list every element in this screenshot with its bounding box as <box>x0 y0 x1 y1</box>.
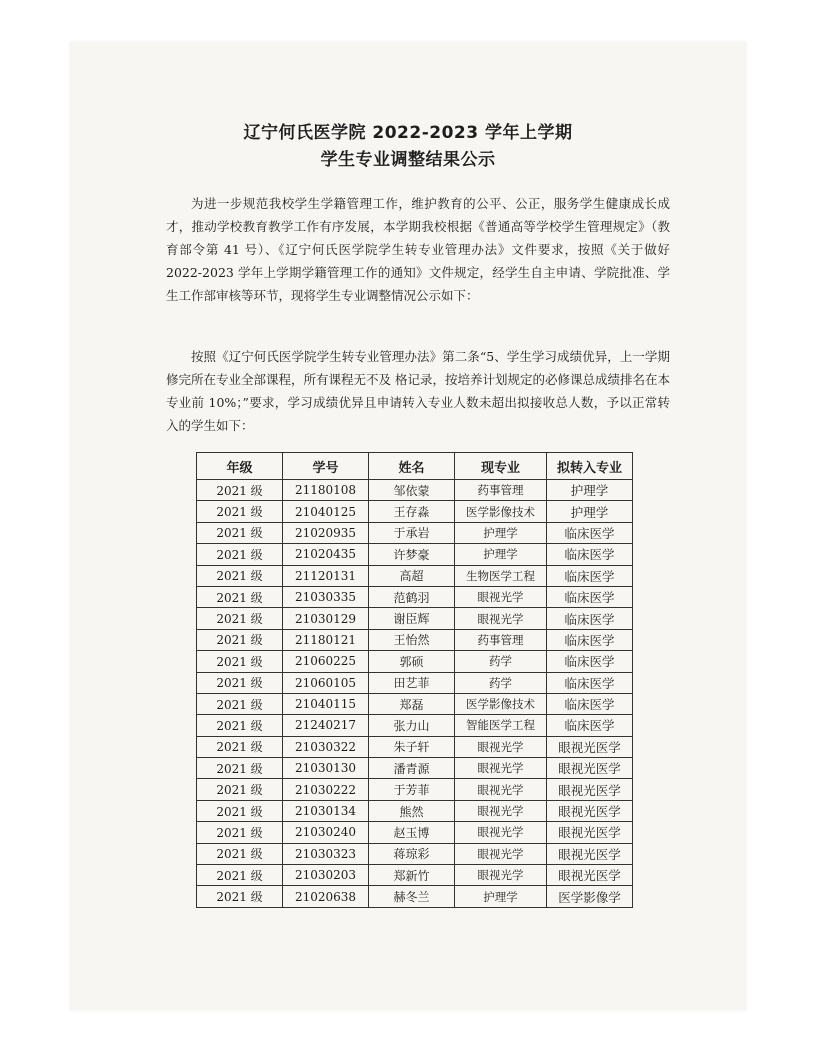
cell-target-major: 眼视光医学 <box>547 736 633 757</box>
cell-current-major: 生物医学工程 <box>455 565 547 586</box>
cell-grade: 2021 级 <box>197 565 283 586</box>
cell-target-major: 眼视光医学 <box>547 843 633 864</box>
cell-name: 赵玉博 <box>369 822 455 843</box>
table-row <box>197 544 633 565</box>
cell-name: 潘青源 <box>369 758 455 779</box>
cell-name: 谢臣辉 <box>369 608 455 629</box>
cell-grade: 2021 级 <box>197 608 283 629</box>
cell-student-id: 21030322 <box>283 736 369 757</box>
cell-student-id: 21030130 <box>283 758 369 779</box>
table-row <box>197 629 633 650</box>
cell-target-major: 临床医学 <box>547 586 633 607</box>
cell-student-id: 21030129 <box>283 608 369 629</box>
cell-current-major: 护理学 <box>455 522 547 543</box>
cell-target-major: 护理学 <box>547 501 633 522</box>
cell-grade: 2021 级 <box>197 843 283 864</box>
cell-name: 熊然 <box>369 800 455 821</box>
cell-student-id: 21030240 <box>283 822 369 843</box>
cell-name: 许梦豪 <box>369 544 455 565</box>
cell-current-major: 护理学 <box>455 886 547 907</box>
cell-name: 范鹤羽 <box>369 586 455 607</box>
header-grade: 年级 <box>197 453 283 480</box>
transfer-table <box>196 452 633 908</box>
cell-student-id: 21040115 <box>283 693 369 714</box>
cell-target-major: 眼视光医学 <box>547 758 633 779</box>
cell-grade: 2021 级 <box>197 758 283 779</box>
cell-grade: 2021 级 <box>197 779 283 800</box>
cell-target-major: 医学影像学 <box>547 886 633 907</box>
cell-grade: 2021 级 <box>197 886 283 907</box>
cell-target-major: 临床医学 <box>547 693 633 714</box>
header-target-major: 拟转入专业 <box>547 453 633 480</box>
cell-grade: 2021 级 <box>197 693 283 714</box>
cell-student-id: 21240217 <box>283 715 369 736</box>
cell-name: 赫冬兰 <box>369 886 455 907</box>
cell-name: 田艺菲 <box>369 672 455 693</box>
table-row <box>197 736 633 757</box>
table-row <box>197 693 633 714</box>
cell-student-id: 21020638 <box>283 886 369 907</box>
cell-name: 邹依蒙 <box>369 480 455 501</box>
cell-current-major: 医学影像技术 <box>455 693 547 714</box>
table-row <box>197 480 633 501</box>
cell-grade: 2021 级 <box>197 865 283 886</box>
cell-student-id: 21030335 <box>283 586 369 607</box>
cell-name: 朱子轩 <box>369 736 455 757</box>
cell-student-id: 21180121 <box>283 629 369 650</box>
cell-name: 张力山 <box>369 715 455 736</box>
cell-student-id: 21180108 <box>283 480 369 501</box>
header-student-id: 学号 <box>283 453 369 480</box>
document-title-line2: 学生专业调整结果公示 <box>320 150 496 170</box>
cell-current-major: 药事管理 <box>455 629 547 650</box>
cell-current-major: 眼视光学 <box>455 800 547 821</box>
table-row <box>197 886 633 907</box>
table-row <box>197 779 633 800</box>
cell-name: 于承岩 <box>369 522 455 543</box>
cell-grade: 2021 级 <box>197 480 283 501</box>
cell-name: 王怡然 <box>369 629 455 650</box>
cell-target-major: 护理学 <box>547 480 633 501</box>
cell-student-id: 21030203 <box>283 865 369 886</box>
cell-current-major: 医学影像技术 <box>455 501 547 522</box>
table-row <box>197 608 633 629</box>
cell-current-major: 眼视光学 <box>455 843 547 864</box>
cell-target-major: 临床医学 <box>547 544 633 565</box>
table-body <box>197 480 633 908</box>
cell-student-id: 21020935 <box>283 522 369 543</box>
cell-target-major: 临床医学 <box>547 608 633 629</box>
cell-current-major: 眼视光学 <box>455 736 547 757</box>
table-row <box>197 865 633 886</box>
cell-current-major: 药学 <box>455 651 547 672</box>
table-row <box>197 522 633 543</box>
table-row <box>197 800 633 821</box>
cell-grade: 2021 级 <box>197 822 283 843</box>
cell-current-major: 眼视光学 <box>455 608 547 629</box>
cell-target-major: 眼视光医学 <box>547 822 633 843</box>
paragraph-criteria: 按照《辽宁何氏医学院学生转专业管理办法》第二条“5、学生学习成绩优异，上一学期修完所在专业全部课程，所有课程无不及 格记录，按培养计划规定的必修课总成绩排名在本专业前 10%；”要求，学习成绩优异且申请转入专业人数未超出拟接收总人数，予以正常转入的学生如下： <box>166 349 670 433</box>
cell-student-id: 21040125 <box>283 501 369 522</box>
cell-grade: 2021 级 <box>197 522 283 543</box>
cell-name: 王存淼 <box>369 501 455 522</box>
table-row <box>197 651 633 672</box>
table-row <box>197 758 633 779</box>
cell-current-major: 护理学 <box>455 544 547 565</box>
cell-grade: 2021 级 <box>197 715 283 736</box>
cell-grade: 2021 级 <box>197 629 283 650</box>
table-row <box>197 822 633 843</box>
document-title-line1: 辽宁何氏医学院 2022-2023 学年上学期 <box>243 123 573 143</box>
cell-name: 蒋琼彩 <box>369 843 455 864</box>
cell-grade: 2021 级 <box>197 800 283 821</box>
paragraph-intro: 为进一步规范我校学生学籍管理工作，维护教育的公平、公正，服务学生健康成长成才，推动学校教育教学工作有序发展，本学期我校根据《普通高等学校学生管理规定》（教育部令第 41 号）、《辽宁何氏医学院学生转专业管理办法》文件要求，按照《关于做好 2022-2023 学年上学期学籍管理工作的通知》文件规定，经学生自主申请、学院批准、学生工作部审核等环节，现将学生专业调整情况公示如下： <box>166 196 670 303</box>
cell-target-major: 临床医学 <box>547 715 633 736</box>
table-row <box>197 715 633 736</box>
cell-target-major: 临床医学 <box>547 629 633 650</box>
cell-name: 郑磊 <box>369 693 455 714</box>
cell-grade: 2021 级 <box>197 544 283 565</box>
table-row <box>197 672 633 693</box>
table-row <box>197 501 633 522</box>
table-header-row <box>197 453 633 480</box>
cell-student-id: 21030323 <box>283 843 369 864</box>
cell-current-major: 眼视光学 <box>455 758 547 779</box>
cell-target-major: 临床医学 <box>547 672 633 693</box>
cell-target-major: 临床医学 <box>547 522 633 543</box>
cell-target-major: 眼视光医学 <box>547 779 633 800</box>
cell-grade: 2021 级 <box>197 672 283 693</box>
cell-target-major: 眼视光医学 <box>547 800 633 821</box>
table-row <box>197 843 633 864</box>
cell-current-major: 智能医学工程 <box>455 715 547 736</box>
cell-name: 高超 <box>369 565 455 586</box>
cell-current-major: 眼视光学 <box>455 586 547 607</box>
cell-name: 于芳菲 <box>369 779 455 800</box>
cell-student-id: 21020435 <box>283 544 369 565</box>
cell-grade: 2021 级 <box>197 736 283 757</box>
cell-student-id: 21120131 <box>283 565 369 586</box>
cell-name: 郑新竹 <box>369 865 455 886</box>
cell-target-major: 临床医学 <box>547 651 633 672</box>
cell-target-major: 眼视光医学 <box>547 865 633 886</box>
table-row <box>197 586 633 607</box>
cell-student-id: 21060225 <box>283 651 369 672</box>
cell-current-major: 眼视光学 <box>455 779 547 800</box>
cell-current-major: 眼视光学 <box>455 822 547 843</box>
cell-name: 郭硕 <box>369 651 455 672</box>
header-current-major: 现专业 <box>455 453 547 480</box>
cell-current-major: 眼视光学 <box>455 865 547 886</box>
cell-target-major: 临床医学 <box>547 565 633 586</box>
header-name: 姓名 <box>369 453 455 480</box>
cell-grade: 2021 级 <box>197 586 283 607</box>
cell-current-major: 药学 <box>455 672 547 693</box>
cell-grade: 2021 级 <box>197 501 283 522</box>
cell-student-id: 21030134 <box>283 800 369 821</box>
table-row <box>197 565 633 586</box>
cell-student-id: 21060105 <box>283 672 369 693</box>
cell-student-id: 21030222 <box>283 779 369 800</box>
cell-grade: 2021 级 <box>197 651 283 672</box>
cell-current-major: 药事管理 <box>455 480 547 501</box>
